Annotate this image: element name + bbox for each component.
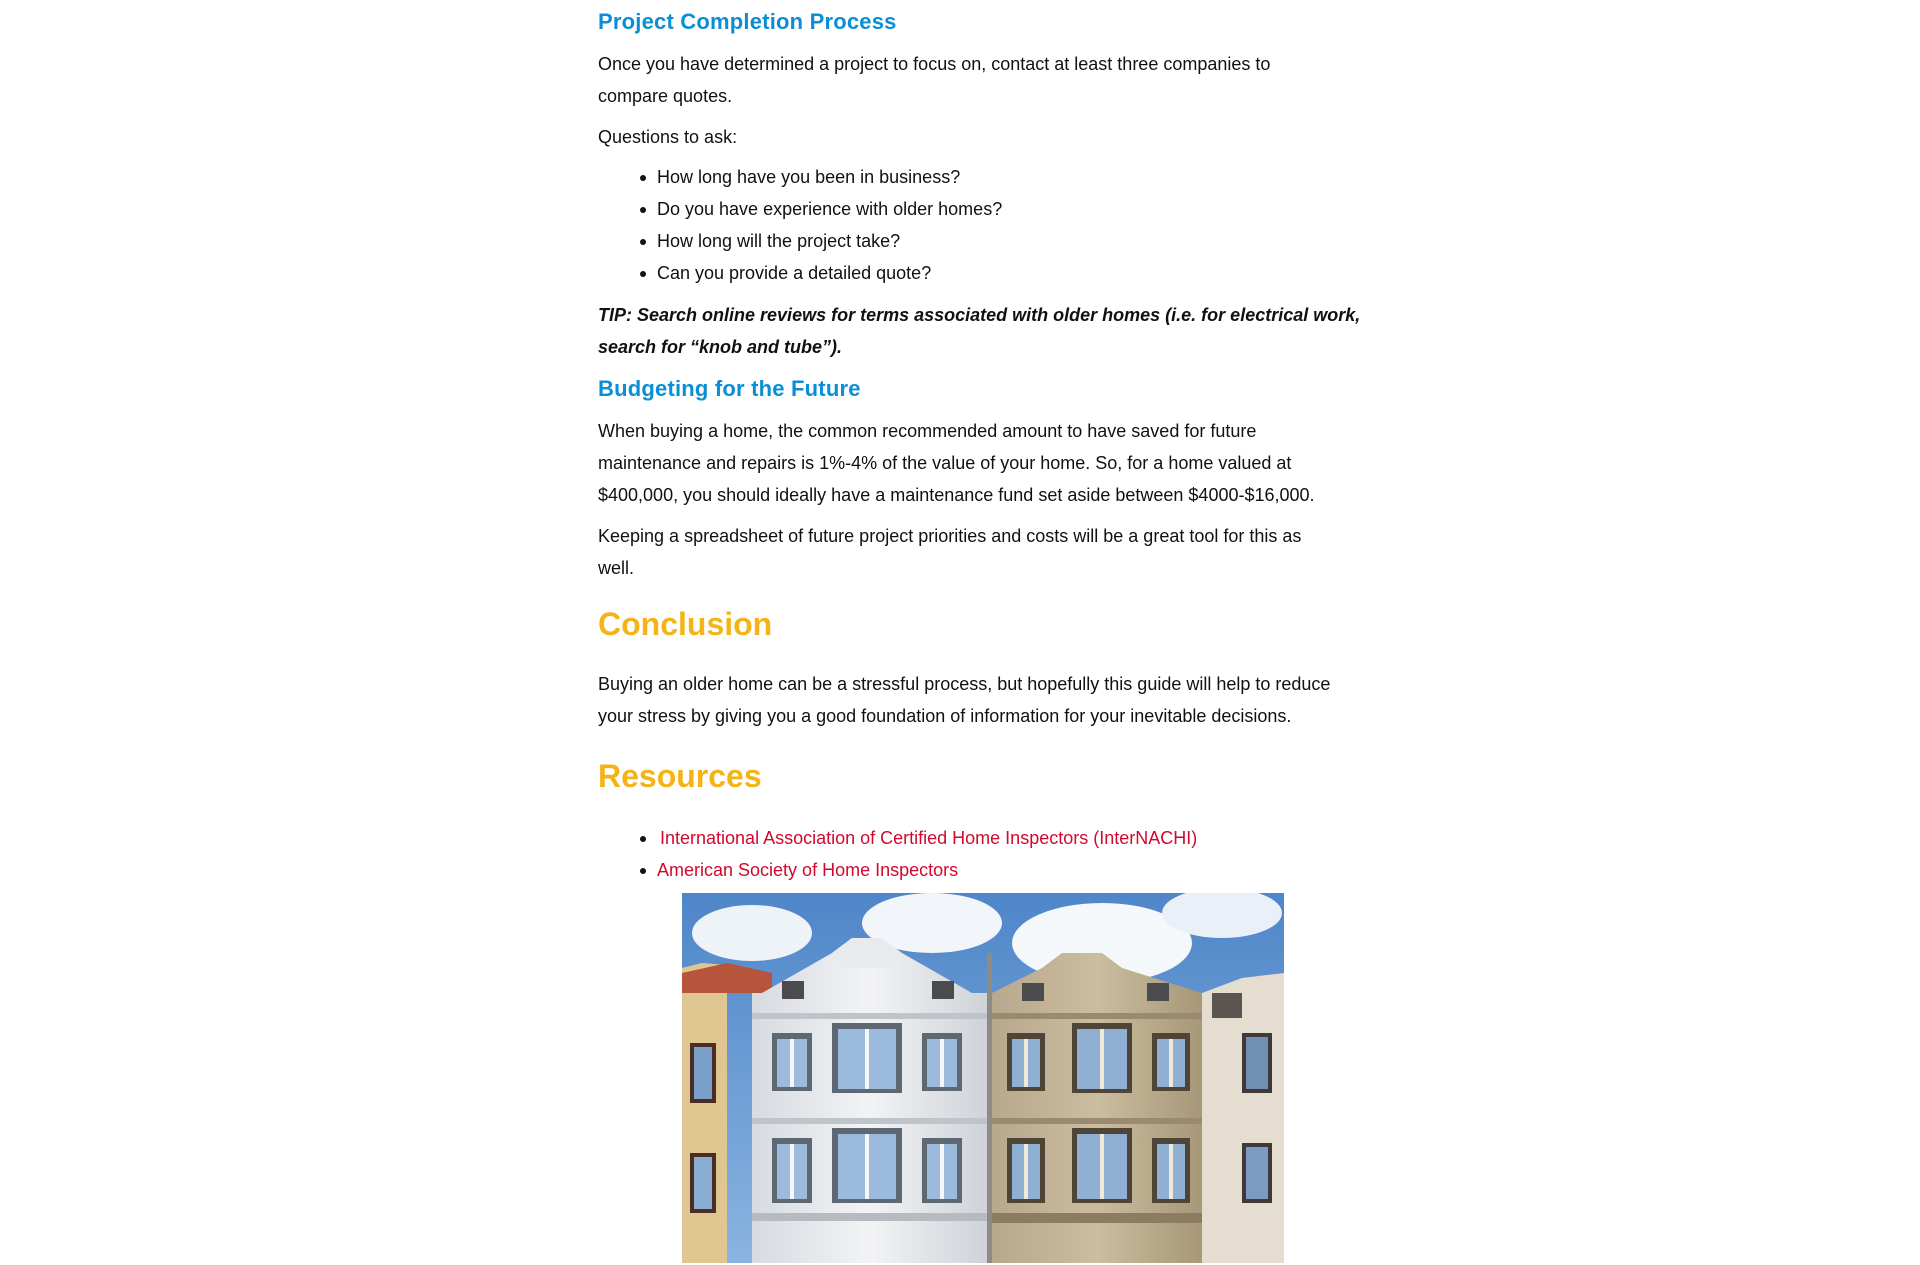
conclusion-paragraph xyxy=(598,668,1388,732)
project-completion-intro xyxy=(598,48,1368,112)
intro-line-1: Once you have determined a project to focus on, contact at least three companies to xyxy=(598,54,1271,74)
resources-list xyxy=(598,822,1369,886)
budgeting-heading: Budgeting for the Future xyxy=(598,376,861,401)
building-facades-image xyxy=(682,893,1284,1263)
tip-line-1: TIP: Search online reviews for terms associated with older homes (i.e. for electrical work, xyxy=(598,305,1361,325)
list-item: Do you have experience with older homes? xyxy=(639,193,1369,225)
budget-line-1: When buying a home, the common recommended amount to have saved for future xyxy=(598,421,1257,441)
conclusion-heading: Conclusion xyxy=(598,606,773,642)
intro-line-2: compare quotes. xyxy=(598,86,733,106)
list-item xyxy=(639,822,1369,854)
budget-para2-line-2: well. xyxy=(598,558,635,578)
budget-line-3: $400,000, you should ideally have a maintenance fund set aside between $4000-$16,000. xyxy=(598,485,1315,505)
resources-heading: Resources xyxy=(598,758,762,794)
budget-para2-line-1: Keeping a spreadsheet of future project priorities and costs will be a great tool for this as xyxy=(598,526,1302,546)
questions-label: Questions to ask: xyxy=(598,127,738,147)
conclusion-line-2: your stress by giving you a good foundation of information for your inevitable decisions. xyxy=(598,706,1292,726)
older-homes-photo xyxy=(682,893,1284,1263)
list-item: How long have you been in business? xyxy=(639,161,1369,193)
list-item xyxy=(639,854,1369,886)
budgeting-paragraph-2 xyxy=(598,520,1388,584)
list-item: How long will the project take? xyxy=(639,225,1369,257)
project-completion-heading: Project Completion Process xyxy=(598,9,897,34)
conclusion-line-1: Buying an older home can be a stressful process, but hopefully this guide will help to reduce xyxy=(598,674,1331,694)
ashi-link[interactable]: American Society of Home Inspectors xyxy=(657,860,959,880)
tip-line-2: search for “knob and tube”). xyxy=(598,337,843,357)
questions-list xyxy=(598,161,1369,289)
list-item: Can you provide a detailed quote? xyxy=(639,257,1369,289)
budget-line-2: maintenance and repairs is 1%-4% of the value of your home. So, for a home valued at xyxy=(598,453,1292,473)
budgeting-paragraph-1 xyxy=(598,415,1388,511)
internachi-link[interactable]: International Association of Certified Home Inspectors (InterNACHI) xyxy=(660,828,1198,848)
tip-text xyxy=(598,299,1388,363)
